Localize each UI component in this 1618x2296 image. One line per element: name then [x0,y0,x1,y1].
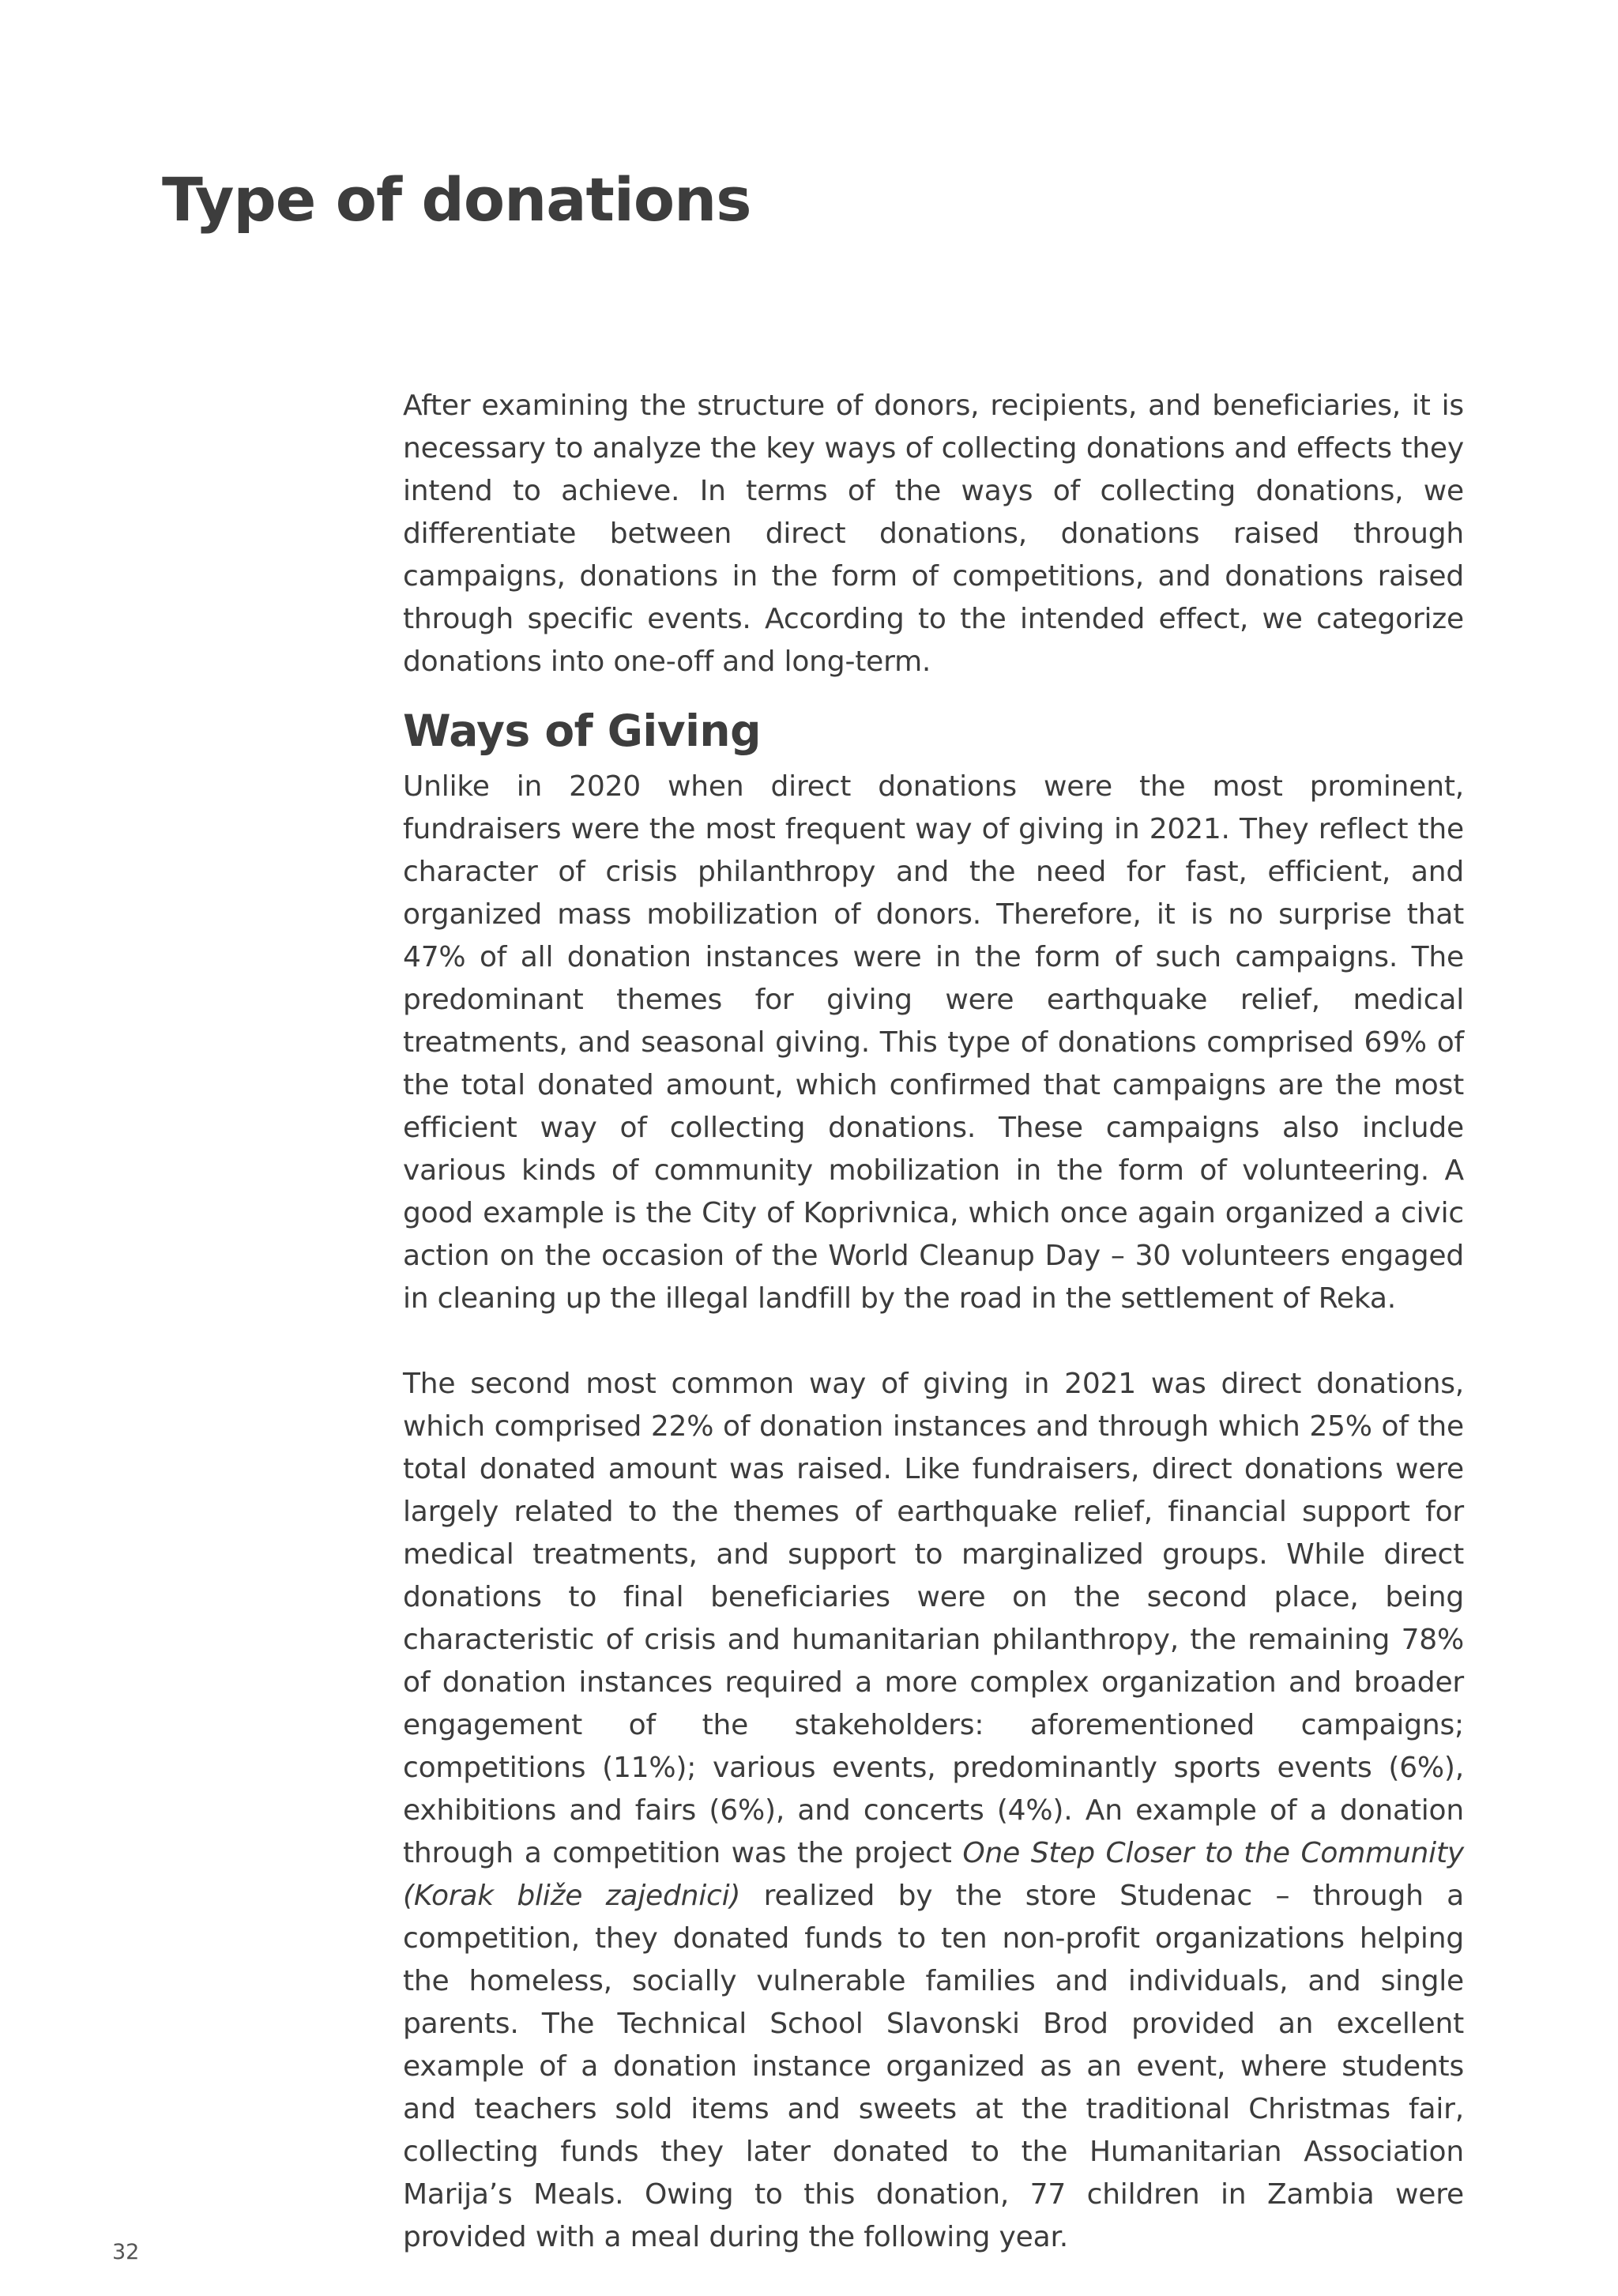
ways-of-giving-paragraph-1: Unlike in 2020 when direct donations were the most prominent, fundraisers were the most frequent way of giving in 2021. They reflect the character of crisis philanthropy and the need for fast, efficient, and organized mass mobilization of donors. Therefore, it is no surprise that 47% of all donation instances were in the form of such campaigns. The predominant themes for giving were earthquake relief, medical treatments, and seasonal giving. This type of donations comprised 69% of the total donated amount, which confirmed that campaigns are the most efficient way of collecting donations. These campaigns also include various kinds of community mobilization in the form of volunteering. A good example is the City of Koprivnica, which once again organized a civic action on the occasion of the World Cleanup Day – 30 volunteers engaged in cleaning up the illegal landfill by the road in the settlement of Reka. [403,770,1464,1315]
page-number: 32 [112,2240,140,2264]
main-content [403,385,1464,2259]
page-title: Type of donations [162,164,751,235]
paragraph-2-text-end: realized by the store Studenac – through a competition, they donated funds to ten non-profit organizations helping the homeless, socially vulnerable families and individuals, and single parents. The Technical School Slavonski Brod provided an excellent example of a donation instance organized as an event, where students and teachers sold items and sweets at the traditional Christmas fair, collecting funds they later donated to the Humanitarian Association Marija’s Meals. Owing to this donation, 77 children in Zambia were provided with a meal during the following year. [403,1880,1464,2253]
ways-of-giving-paragraph-2 [403,1363,1464,2259]
paragraph-2-text-start: The second most common way of giving in 2021 was direct donations, which comprised 22% of donation instances and through which 25% of the total donated amount was raised. Like fundraisers, direct donations were largely related to the themes of earthquake relief, financial support for medical treatments, and support to marginalized groups. While direct donations to final beneficiaries were on the second place, being characteristic of crisis and humanitarian philanthropy, the remaining 78% of donation instances required a more complex organization and broader engagement of the stakeholders: aforementioned campaigns; competitions (11%); various events, predominantly sports events (6%), exhibitions and fairs (6%), and concerts (4%). An example of a donation through a competition was the project [403,1368,1464,1869]
paragraph-spacer [403,1320,1464,1363]
project-title-italic: One Step Closer to the Community (Korak bliže zajednici) [403,1837,1464,1912]
section-heading-ways-of-giving: Ways of Giving [403,706,761,756]
intro-paragraph: After examining the structure of donors, recipients, and beneficiaries, it is necessary to analyze the key ways of collecting donations and effects they intend to achieve. In terms of the ways of collecting donations, we differentiate between direct donations, donations raised through campaigns, donations in the form of competitions, and donations raised through specific events. According to the intended effect, we categorize donations into one-off and long-term. [403,390,1464,678]
